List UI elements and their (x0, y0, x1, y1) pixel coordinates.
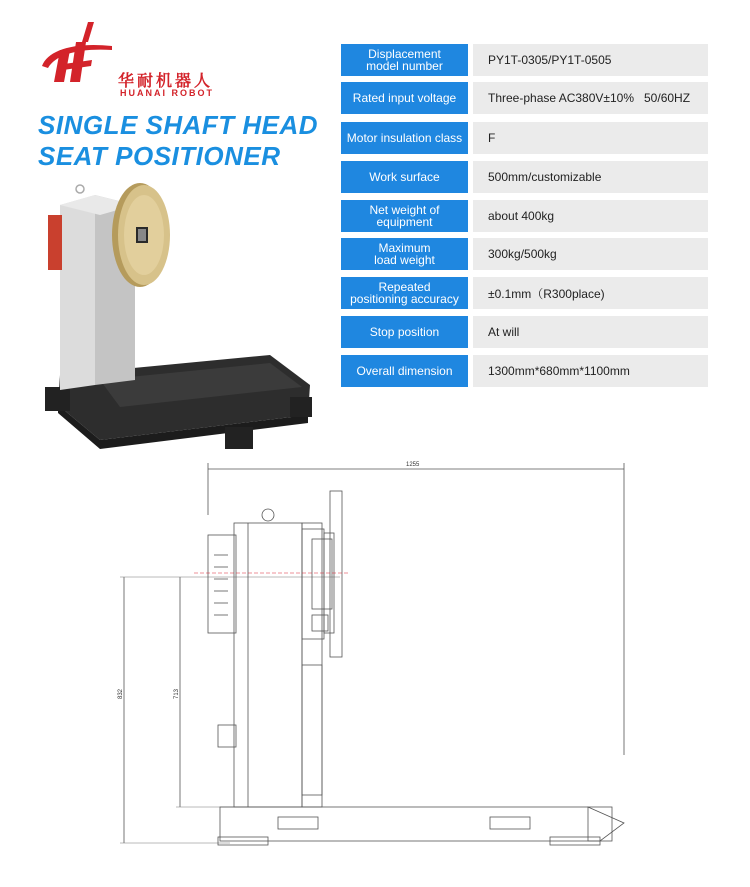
spec-label: Rated input voltage (341, 82, 468, 114)
title-line-1: SINGLE SHAFT HEAD (38, 110, 319, 140)
spec-value: PY1T-0305/PY1T-0505 (473, 44, 708, 76)
spec-label: Motor insulation class (341, 122, 468, 154)
brand-name-cn: 华耐机器人 (118, 71, 214, 90)
total-height-dimension-label: 832 (118, 688, 124, 699)
spec-row (341, 316, 708, 348)
spec-value: 500mm/customizable (473, 161, 708, 193)
spec-row (341, 277, 708, 309)
spec-row (341, 355, 708, 387)
spec-row (341, 238, 708, 270)
spec-row (341, 122, 708, 154)
page-title (38, 110, 318, 172)
spec-label: Repeated positioning accuracy (341, 277, 468, 309)
spec-label: Stop position (341, 316, 468, 348)
technical-drawing (100, 455, 660, 865)
spec-row (341, 44, 708, 76)
spec-label: Maximum load weight (341, 238, 468, 270)
spec-row (341, 200, 708, 232)
brand-logo (34, 20, 224, 98)
title-line-2: SEAT POSITIONER (38, 141, 281, 171)
spec-value: At will (473, 316, 708, 348)
spec-value: ±0.1mm（R300place) (473, 277, 708, 309)
spec-label: Displacement model number (341, 44, 468, 76)
width-dimension-label: 1255 (406, 462, 420, 468)
brand-name-en: HUANAI ROBOT (120, 88, 214, 98)
center-height-dimension-label: 713 (174, 688, 180, 699)
spec-label: Work surface (341, 161, 468, 193)
spec-value: F (473, 122, 708, 154)
spec-row (341, 161, 708, 193)
spec-value: 300kg/500kg (473, 238, 708, 270)
spec-value: Three-phase AC380V±10% 50/60HZ (473, 82, 708, 114)
spec-label: Overall dimension (341, 355, 468, 387)
spec-value: about 400kg (473, 200, 708, 232)
spec-label: Net weight of equipment (341, 200, 468, 232)
spec-value: 1300mm*680mm*1100mm (473, 355, 708, 387)
spec-row (341, 82, 708, 114)
positioner-product-image (40, 175, 330, 465)
